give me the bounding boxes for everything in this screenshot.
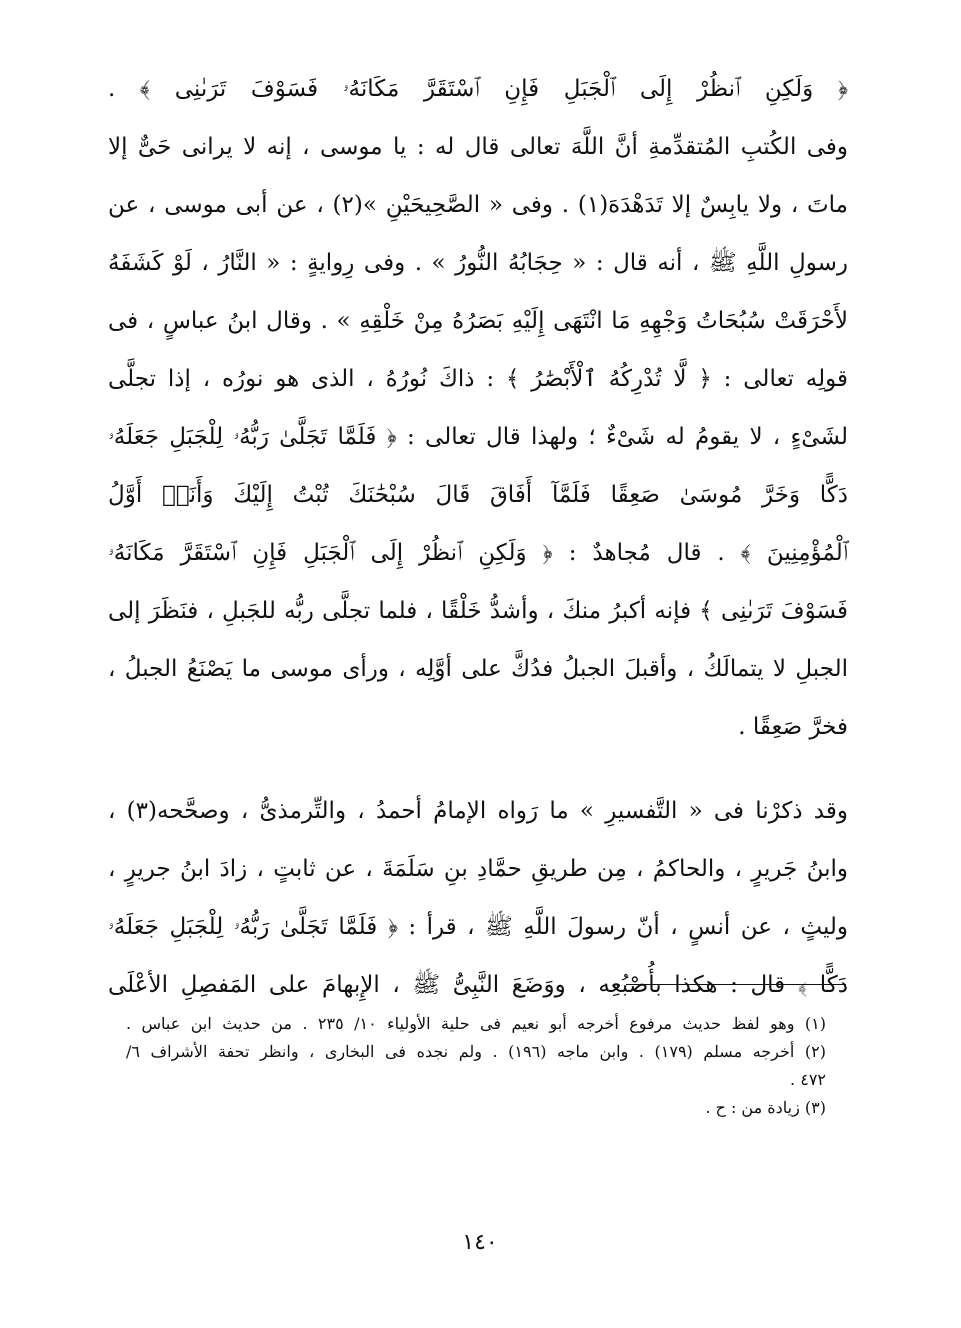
- text-line: وابنُ جَريرٍ ، والحاكمُ ، مِن طريقِ حمَّادِ بنِ سَلَمَةَ ، عن ثابتٍ ، زادَ ابنُ جريرٍ ،: [108, 856, 848, 882]
- text-line: الجبلِ لا يتمالَكُ ، وأقبلَ الجبلُ فدُكَّ على أوَّلِه ، ورأى موسى ما يَصْنَعُ الجبلُ ،: [108, 656, 848, 682]
- text-line: دَكًّا ﴾ قال : هكذا بأُصْبُعِه ، ووَضَعَ النَّبِىُّ ﷺ ، الإِبهامَ على المَفصِلِ الأعْلَى: [108, 972, 848, 998]
- footnotes: [126, 1010, 826, 1122]
- text-line: ٱلْمُؤْمِنِينَ ﴾ . قال مُجاهدٌ : ﴿ وَلَكِنِ ٱنظُرْ إِلَى ٱلْجَبَلِ فَإِنِ ٱسْتَقَرَّ مَكَانَهُۥ: [108, 540, 848, 566]
- footnote-line: ٤٧٢ .: [790, 1070, 826, 1089]
- text-line: ماتَ ، ولا يابِسٌ إلا تَدَهْدَهَ(١) . وفى « الصَّحِيحَيْنِ »(٢) ، عن أبى موسى ، عن: [108, 192, 848, 218]
- text-line: قولِه تعالى : ﴿ لَّا تُدْرِكُهُ ٱلْأَبْصَٰرُ ﴾ : ذاكَ نُورُهُ ، الذى هو نورُه ، إذا تجلَّى: [108, 366, 848, 392]
- paragraph-gap: [108, 756, 848, 782]
- page-number: ١٤٠: [462, 1230, 498, 1255]
- text-line: رسولِ اللَّهِ ﷺ ، أنه قال : « حِجَابُهُ النُّورُ » . وفى رِوايةٍ : « النَّارُ ، لَوْ كَشَفَهُ: [108, 250, 848, 276]
- text-line: ﴿ وَلَكِنِ ٱنظُرْ إِلَى ٱلْجَبَلِ فَإِنِ ٱسْتَقَرَّ مَكَانَهُۥ فَسَوْفَ تَرَىٰنِى ﴾ .: [108, 76, 848, 102]
- body-text: [108, 60, 848, 1014]
- text-line: لأَحْرَقَتْ سُبُحَاتُ وَجْهِهِ مَا انْتَهَى إِلَيْهِ بَصَرُهُ مِنْ خَلْقِهِ » . وقال ابنُ عباسٍ ، فى: [108, 308, 848, 334]
- text-line: فَسَوْفَ تَرَىٰنِى ﴾ فإنه أكبرُ منكَ ، وأشدُّ خَلْقًا ، فلما تجلَّى ربُّه للجَبلِ ، فنَظَرَ إلى: [108, 598, 848, 624]
- footnote-line: (٣) زيادة من : ح .: [705, 1098, 826, 1117]
- footnote-line: (٢) أخرجه مسلم (١٧٩) . وابن ماجه (١٩٦) . ولم نجده فى البخارى ، وانظر تحفة الأشراف ٦/: [126, 1042, 826, 1061]
- text-line: وقد ذكرْنا فى « التَّفسيرِ » ما رَواه الإمامُ أحمدُ ، والتِّرمذىُّ ، وصحَّحه(٣) ،: [108, 798, 848, 824]
- text-line: وليثٍ ، عن أنسٍ ، أنّ رسولَ اللَّهِ ﷺ ، قرأ : ﴿ فَلَمَّا تَجَلَّىٰ رَبُّهُۥ لِلْجَبَلِ جَعَلَهُۥ: [108, 914, 848, 940]
- footnote-line: (١) وهو لفظ حديث مرفوع أخرجه أبو نعيم فى حلية الأولياء ١٠/ ٢٣٥ . من حديث ابن عباس .: [126, 1014, 827, 1033]
- text-line: لشَىْءٍ ، لا يقومُ له شَىْءٌ ؛ ولهذا قال تعالى : ﴿ فَلَمَّا تَجَلَّىٰ رَبُّهُۥ لِلْجَبَلِ جَعَلَهُۥ: [108, 424, 848, 450]
- text-line: فخرَّ صَعِقًا .: [738, 714, 848, 740]
- text-line: وفى الكُتبِ المُتقدِّمةِ أنَّ اللَّهَ تعالى قال له : يا موسى ، إنه لا يرانى حَىٌّ إلا: [108, 134, 848, 160]
- text-line: دَكًّا وَخَرَّ مُوسَىٰ صَعِقًا فَلَمَّآ أَفَاقَ قَالَ سُبْحَٰنَكَ تُبْتُ إِلَيْكَ وَأَنَا۠ أَوَّلُ: [108, 482, 848, 508]
- footnote-divider: [626, 984, 846, 985]
